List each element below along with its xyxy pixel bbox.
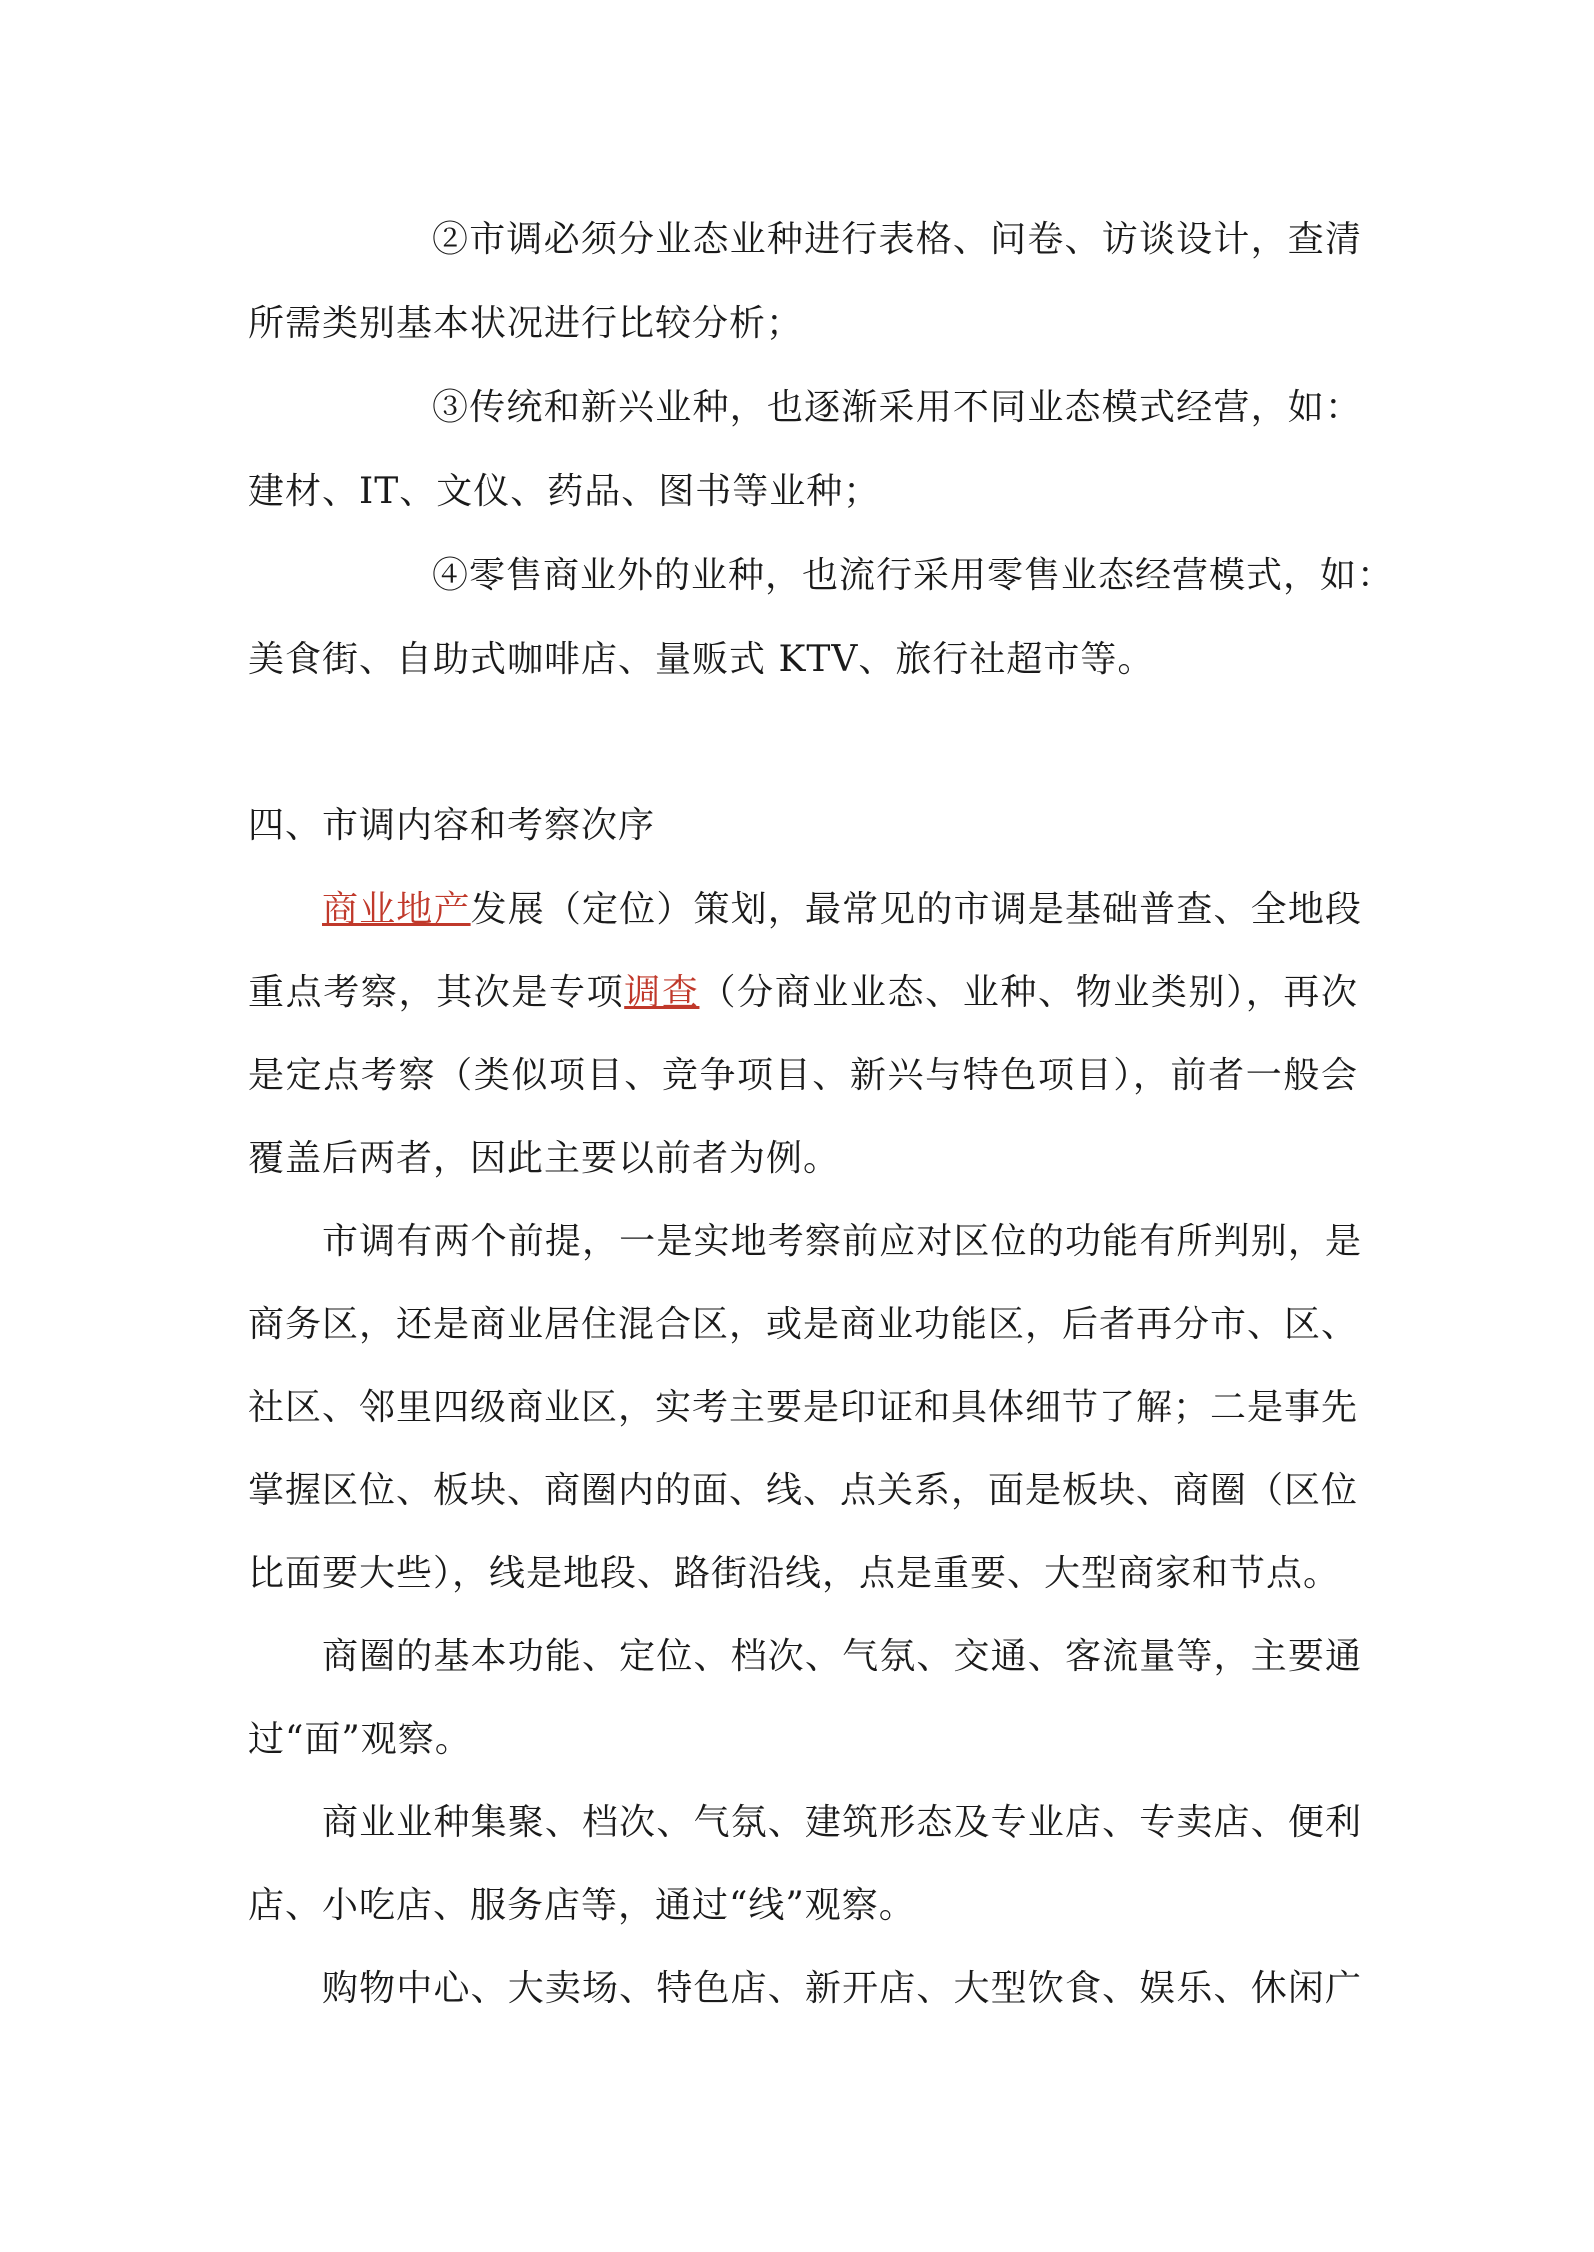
text-line: 是定点考察（类似项目、竞争项目、新兴与特色项目），前者一般会 (248, 1055, 1358, 1096)
text-span: 重点考察，其次是专项 (248, 972, 625, 1013)
text-line: 市调有两个前提，一是实地考察前应对区位的功能有所判别，是 (322, 1221, 1362, 1262)
link-commercial-real-estate[interactable]: 商业地产 (322, 889, 471, 930)
text-line: 商业业种集聚、档次、气氛、建筑形态及专业店、专卖店、便利 (322, 1802, 1362, 1843)
text-line: 商务区，还是商业居住混合区，或是商业功能区，后者再分市、区、 (248, 1304, 1359, 1345)
text-line: 掌握区位、板块、商圈内的面、线、点关系，面是板块、商圈（区位 (248, 1470, 1359, 1511)
text-line: 美食街、自助式咖啡店、量贩式 KTV、旅行社超市等。 (248, 639, 1155, 680)
text-line: 所需类别基本状况进行比较分析； (248, 303, 804, 344)
text-span: （分商业业态、业种、物业类别），再次 (699, 972, 1358, 1013)
text-line: 过“面”观察。 (248, 1719, 472, 1760)
text-line: ③传统和新兴业种，也逐渐采用不同业态模式经营，如： (432, 387, 1362, 428)
text-line: 购物中心、大卖场、特色店、新开店、大型饮食、娱乐、休闲广 (322, 1968, 1362, 2009)
text-line: 社区、邻里四级商业区，实考主要是印证和具体细节了解；二是事先 (248, 1387, 1359, 1428)
text-span: 发展（定位）策划，最常见的市调是基础普查、全地段 (470, 889, 1362, 930)
text-line (322, 888, 1362, 932)
text-line: 比面要大些），线是地段、路街沿线，点是重要、大型商家和节点。 (248, 1553, 1341, 1594)
text-line (248, 971, 1358, 1015)
section-heading: 四、市调内容和考察次序 (248, 805, 656, 846)
text-line: ②市调必须分业态业种进行表格、问卷、访谈设计，查清 (432, 219, 1362, 260)
text-line: 覆盖后两者，因此主要以前者为例。 (248, 1138, 841, 1179)
text-line: 建材、IT、文仪、药品、图书等业种； (248, 471, 881, 512)
text-line: 商圈的基本功能、定位、档次、气氛、交通、客流量等，主要通 (322, 1636, 1362, 1677)
text-line: ④零售商业外的业种，也流行采用零售业态经营模式，如： (432, 555, 1395, 596)
text-line: 店、小吃店、服务店等，通过“线”观察。 (248, 1885, 916, 1926)
link-survey[interactable]: 调查 (624, 972, 700, 1013)
